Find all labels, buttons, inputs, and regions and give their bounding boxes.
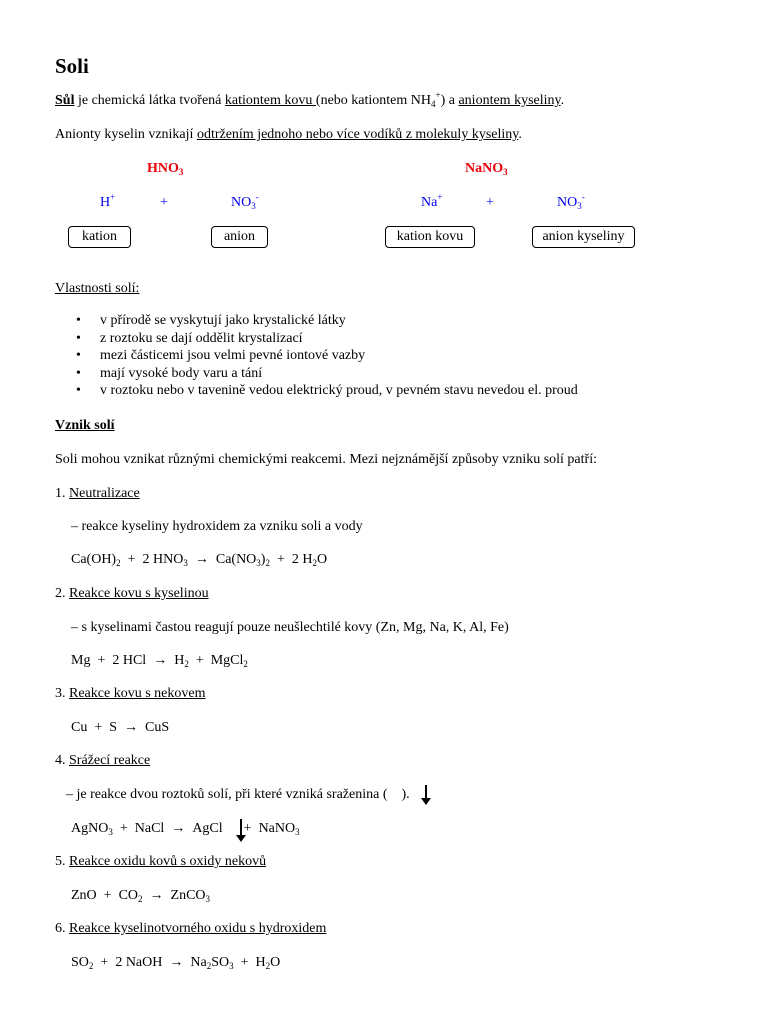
arrow-right-icon: → xyxy=(171,821,186,836)
equation-6: $SO_2 + 2$ NaOH → $Na_2SO_3 + H_2O$ xyxy=(71,955,281,971)
ion-no3: $NO_3^-$ xyxy=(231,192,259,211)
equation-1: $Ca(OH)_2 + 2$ $HNO_3 \to Ca(NO_3)_2 + 2$ $H_2O$ xyxy=(71,552,328,568)
page-title: Soli xyxy=(55,54,89,78)
section-reakce-kovu-s-kyselinou: 2. Reakce kovu s kyselinou xyxy=(55,586,209,601)
list-item: • z roztoku se dají oddělit krystalizací xyxy=(76,330,303,346)
bullet-icon: • xyxy=(76,330,81,346)
list-item: • v roztoku nebo v tavenině vedou elektrický proud, v pevném stavu nevedou el. proud xyxy=(76,383,578,399)
intro-definition xyxy=(55,90,565,109)
section-reakce-kovu-s-nekovem: 3. Reakce kovu s nekovem xyxy=(55,686,206,701)
precipitate-arrow-icon xyxy=(240,819,242,836)
bullet-icon: • xyxy=(76,383,81,399)
formation-intro: Soli mohou vznikat různými chemickými reakcemi. Mezi nejznámější způsoby vzniku solí patří: xyxy=(55,452,597,467)
formula-hno3: $HNO_3$ xyxy=(147,161,184,177)
formation-heading: Vznik solí xyxy=(55,418,115,433)
section-desc: – s kyselinami častou reagují pouze neušlechtilé kovy (Zn, Mg, Na, K, Al, Fe) xyxy=(71,620,509,635)
section-reakce-oxidu-kovu: 5. Reakce oxidu kovů s oxidy nekovů xyxy=(55,854,267,869)
ion-na: Na+ xyxy=(421,192,443,210)
box-anion-kyseliny: anion kyseliny xyxy=(532,226,635,248)
intro-text: je chemická látka tvořená xyxy=(74,93,225,108)
equation-4: AgNO$_3$ + NaCl → AgCl + NaNO$_3$ xyxy=(71,821,300,837)
anions-underlined: odtržením jednoho nebo více vodíků z molekuly kyseliny xyxy=(196,127,519,142)
box-kation: kation xyxy=(68,226,131,248)
box-anion: anion xyxy=(211,226,268,248)
anions-definition xyxy=(55,127,522,143)
section-reakce-kyselinotvorneho-oxidu: 6. Reakce kyselinotvorného oxidu s hydroxidem xyxy=(55,921,327,936)
intro-text: . xyxy=(560,93,565,108)
equation-5: ZnO + $CO_2$ → ZnCO$_3$ xyxy=(71,888,211,904)
formula-nano3: NaNO$_3$ xyxy=(465,161,508,177)
arrow-right-icon: → xyxy=(153,653,168,668)
arrow-right-icon: → xyxy=(169,955,184,970)
arrow-right-icon: → xyxy=(124,720,139,735)
ion-no3: $NO_3^-$ xyxy=(557,192,585,211)
anions-text: Anionty kyselin vznikají xyxy=(55,127,197,142)
arrow-right-icon: → xyxy=(194,552,209,567)
equation-2: Mg + 2 HCl → $H_2$ + MgCl$_2$ xyxy=(71,653,248,669)
properties-heading: Vlastnosti solí: xyxy=(55,281,140,296)
bullet-icon: • xyxy=(76,348,81,364)
precipitate-arrow-icon xyxy=(425,785,427,799)
list-item: • mají vysoké body varu a tání xyxy=(76,365,263,381)
plus-sign: + xyxy=(160,195,168,210)
section-neutralizace: 1. Neutralizace xyxy=(55,486,140,501)
bullet-icon: • xyxy=(76,313,81,328)
list-item: • v přírodě se vyskytují jako krystalické látky xyxy=(76,313,346,328)
section-desc: – reakce kyseliny hydroxidem za vzniku soli a vody xyxy=(71,519,363,534)
intro-text: ) a xyxy=(440,93,459,108)
equation-3: Cu + S → CuS xyxy=(71,720,170,735)
ion-h: H+ xyxy=(100,192,116,210)
link-aniontem-kyseliny: aniontem kyseliny xyxy=(458,93,561,108)
anions-end: . xyxy=(518,127,522,142)
link-kationtem-kovu: kationtem kovu xyxy=(224,93,316,108)
superscript: + xyxy=(435,90,441,100)
term-sul: Sůl xyxy=(55,93,75,108)
list-item: • mezi částicemi jsou velmi pevné iontové vazby xyxy=(76,348,366,364)
properties-list xyxy=(76,313,578,401)
arrow-right-icon: → xyxy=(149,888,164,903)
section-desc: – je reakce dvou roztoků solí, při které vzniká sraženina ( ). xyxy=(66,787,410,802)
section-srazeci-reakce: 4. Srážecí reakce xyxy=(55,753,151,768)
box-kation-kovu: kation kovu xyxy=(385,226,475,248)
intro-text: (nebo kationtem NH xyxy=(315,93,431,108)
subscript: 4 xyxy=(431,99,436,109)
plus-sign: + xyxy=(486,195,494,210)
bullet-icon: • xyxy=(76,365,81,381)
